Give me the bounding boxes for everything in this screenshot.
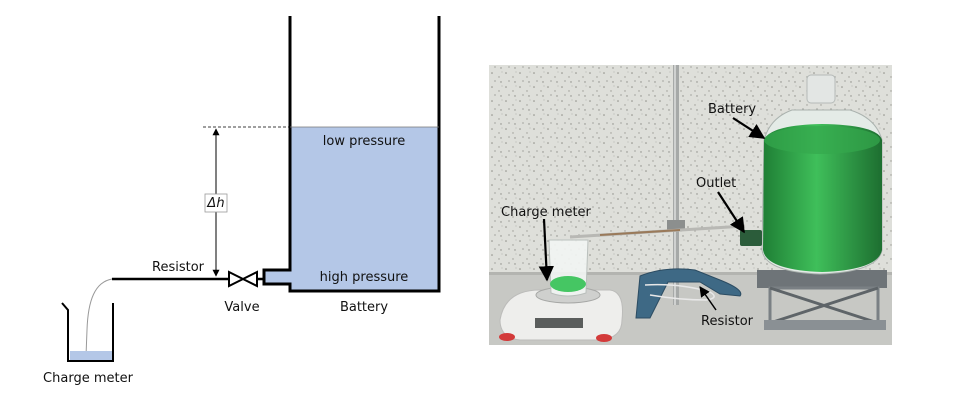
battery-water <box>290 127 439 291</box>
high-pressure-label: high pressure <box>319 270 409 285</box>
resistor-label: Resistor <box>152 260 204 275</box>
photo-charge-meter-label: Charge meter <box>501 205 591 220</box>
charge-meter-label: Charge meter <box>43 371 133 386</box>
valve-symbol <box>229 272 257 286</box>
charge-meter-beaker-photo <box>549 240 588 296</box>
outlet-water <box>264 271 290 283</box>
delta-h-label: Δh <box>207 196 225 211</box>
low-pressure-label: low pressure <box>322 134 406 149</box>
schematic <box>43 16 439 386</box>
battery-label: Battery <box>339 300 389 315</box>
valve-label: Valve <box>224 300 260 315</box>
photo-battery-label: Battery <box>708 102 757 117</box>
photo-resistor-label: Resistor <box>701 314 753 329</box>
drain-tube <box>86 279 112 356</box>
charge-meter-water <box>70 351 113 361</box>
photo <box>489 65 892 345</box>
photo-outlet-label: Outlet <box>696 176 737 191</box>
